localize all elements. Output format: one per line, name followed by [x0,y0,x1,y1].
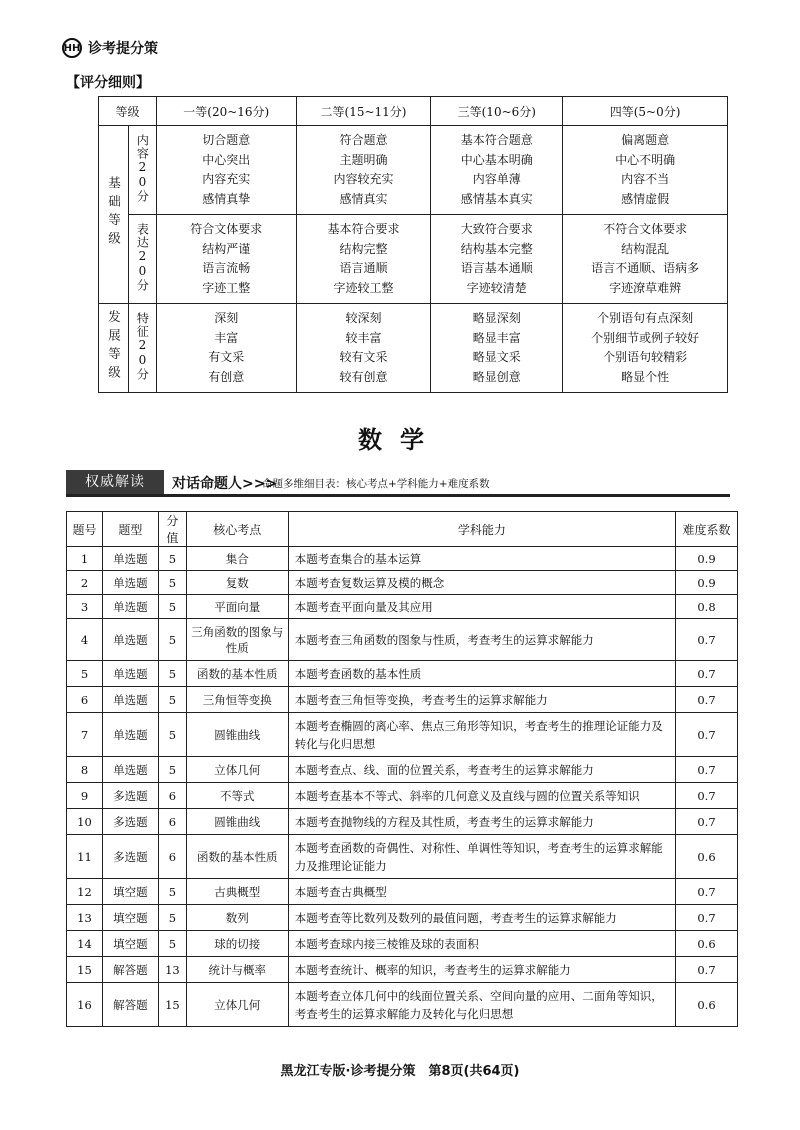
rubric-cell-line: 有文采 [208,350,245,364]
ability-description: 本题考查三角恒等变换，考查考生的运算求解能力 [288,687,675,713]
col-header: 核心考点 [186,512,288,547]
question-number: 11 [67,835,103,879]
core-topic: 数列 [186,905,288,931]
question-number: 10 [67,809,103,835]
rubric-group-basic [99,126,129,304]
rubric-cell-line: 不符合文体要求 [603,222,688,236]
banner-title: 对话命题人>>> [172,476,278,492]
rubric-row [99,304,728,393]
question-type: 解答题 [102,957,158,983]
ability-description: 本题考查椭圆的离心率、焦点三角形等知识，考查考生的推理论证能力及转化与化归思想 [288,713,675,757]
question-type: 填空题 [102,905,158,931]
rubric-corner: 等级 [99,97,157,126]
question-type: 填空题 [102,879,158,905]
question-type: 单选题 [102,547,158,571]
question-number: 6 [67,687,103,713]
question-score: 5 [158,879,186,905]
rubric-cell [296,126,431,215]
rubric-group-development [99,304,129,393]
question-type: 解答题 [102,983,158,1027]
question-number: 4 [67,619,103,661]
question-type: 多选题 [102,783,158,809]
rubric-cell-line: 内容充实 [202,172,251,186]
rubric-heading: 【评分细则】 [66,75,150,91]
ability-description: 本题考查统计、概率的知识，考查考生的运算求解能力 [288,957,675,983]
rubric-cell-line: 结构混乱 [621,241,670,256]
ability-description: 本题考查古典概型 [288,879,675,905]
rubric-cell-line: 丰富 [214,330,239,345]
question-type: 多选题 [102,809,158,835]
difficulty-coefficient: 0.7 [676,879,738,905]
table-row [67,619,738,661]
question-number: 9 [67,783,103,809]
question-number: 15 [67,957,103,983]
rubric-row [99,215,728,304]
ability-description: 本题考查立体几何中的线面位置关系、空间向量的应用、二面角等知识，考查考生的运算求解能力及转化与化归思想 [288,983,675,1027]
col-header: 分值 [158,512,186,547]
rubric-cell [296,304,431,393]
question-type: 单选题 [102,661,158,687]
rubric-cell-line: 感情基本真实 [460,191,533,206]
difficulty-coefficient: 0.7 [676,661,738,687]
rubric-cell-line: 有创意 [208,369,245,384]
rubric-cell-line: 中心基本明确 [460,152,533,167]
col-header: 学科能力 [288,512,675,547]
ability-description: 本题考查函数的基本性质 [288,661,675,687]
core-topic: 球的切接 [186,931,288,957]
logo-text: 诊考提分策 [88,41,158,57]
rubric-cell [156,215,296,304]
table-row [67,809,738,835]
core-topic: 统计与概率 [186,957,288,983]
difficulty-coefficient: 0.9 [676,571,738,595]
question-number: 8 [67,757,103,783]
rubric-cell-line: 结构完整 [339,241,388,256]
rubric-cell-line: 语言基本通顺 [460,261,533,275]
rubric-cell-line: 内容较充实 [333,172,394,186]
rubric-row [99,126,728,215]
rubric-cell [431,126,563,215]
question-type: 多选题 [102,835,158,879]
question-score: 5 [158,757,186,783]
difficulty-coefficient: 0.7 [676,757,738,783]
rubric-cell-line: 语言通顺 [339,261,388,275]
question-type: 单选题 [102,619,158,661]
rubric-col-header: 二等(15~11分) [296,97,431,126]
ability-description: 本题考查等比数列及数列的最值问题，考查考生的运算求解能力 [288,905,675,931]
difficulty-coefficient: 0.7 [676,619,738,661]
question-score: 6 [158,783,186,809]
rubric-cell-line: 感情虚假 [621,191,670,206]
question-number: 3 [67,595,103,619]
banner-tag: 权威解读 [66,470,164,494]
table-header-row [67,512,738,547]
core-topic: 集合 [186,547,288,571]
core-topic: 函数的基本性质 [186,835,288,879]
ability-description: 本题考查三角函数的图象与性质，考查考生的运算求解能力 [288,619,675,661]
question-score: 5 [158,931,186,957]
rubric-criterion [128,126,156,215]
rubric-cell-line: 个别语句较精彩 [603,350,688,364]
rubric-cell-line: 略显创意 [472,369,521,384]
table-row [67,547,738,571]
question-number: 2 [67,571,103,595]
rubric-cell [563,126,728,215]
core-topic: 圆锥曲线 [186,809,288,835]
table-row [67,783,738,809]
rubric-cell-line: 个别细节或例子较好 [591,330,700,345]
rubric-criterion-label: 特征20分 [135,312,150,381]
rubric-group-label: 发展等级 [106,309,122,384]
table-row [67,905,738,931]
difficulty-coefficient: 0.7 [676,905,738,931]
rubric-criterion [128,304,156,393]
question-type: 单选题 [102,595,158,619]
subject-title: 数学 [358,426,442,454]
rubric-cell [431,215,563,304]
question-number: 14 [67,931,103,957]
question-score: 5 [158,547,186,571]
rubric-cell [156,126,296,215]
question-number: 12 [67,879,103,905]
core-topic: 圆锥曲线 [186,713,288,757]
ability-description: 本题考查基本不等式、斜率的几何意义及直线与圆的位置关系等知识 [288,783,675,809]
question-type: 单选题 [102,713,158,757]
rubric-cell-line: 结构严谨 [202,241,251,256]
ability-description: 本题考查函数的奇偶性、对称性、单调性等知识，考查考生的运算求解能力及推理论证能力 [288,835,675,879]
rubric-cell-line: 基本符合要求 [327,222,400,236]
difficulty-coefficient: 0.7 [676,687,738,713]
core-topic: 函数的基本性质 [186,661,288,687]
rubric-cell-line: 略显深刻 [472,311,521,325]
rubric-cell [296,215,431,304]
difficulty-coefficient: 0.7 [676,957,738,983]
table-row [67,687,738,713]
question-number: 5 [67,661,103,687]
rubric-cell-line: 内容单薄 [472,172,521,186]
rubric-cell-line: 字迹潦草难辨 [609,280,682,295]
rubric-group-label: 基础等级 [106,176,122,250]
rubric-cell-line: 符合文体要求 [190,222,263,236]
ability-description: 本题考查抛物线的方程及其性质，考查考生的运算求解能力 [288,809,675,835]
rubric-cell-line: 中心突出 [202,152,251,167]
table-row [67,713,738,757]
question-score: 5 [158,595,186,619]
rubric-cell-line: 内容不当 [621,172,670,186]
publisher-logo [62,38,158,58]
rubric-cell-line: 感情真挚 [202,191,251,206]
table-row [67,757,738,783]
rubric-cell [156,304,296,393]
rubric-cell-line: 符合题意 [339,133,388,147]
ability-description: 本题考查平面向量及其应用 [288,595,675,619]
difficulty-coefficient: 0.8 [676,595,738,619]
difficulty-coefficient: 0.6 [676,983,738,1027]
question-type: 单选题 [102,757,158,783]
rubric-col-header: 三等(10~6分) [431,97,563,126]
ability-description: 本题考查集合的基本运算 [288,547,675,571]
rubric-cell [563,304,728,393]
question-score: 5 [158,619,186,661]
table-row [67,571,738,595]
question-score: 13 [158,957,186,983]
table-row [67,595,738,619]
rubric-cell-line: 语言流畅 [202,261,251,275]
table-row [67,957,738,983]
rubric-cell-line: 中心不明确 [615,152,676,167]
rubric-cell-line: 感情真实 [339,191,388,206]
table-row [67,661,738,687]
rubric-col-header: 四等(5~0分) [563,97,728,126]
question-score: 5 [158,571,186,595]
rubric-cell-line: 基本符合题意 [460,133,533,147]
core-topic: 立体几何 [186,757,288,783]
rubric-criterion [128,215,156,304]
rubric-cell-line: 较有创意 [339,369,388,384]
question-score: 5 [158,687,186,713]
rubric-cell-line: 较有文采 [339,350,388,364]
core-topic: 立体几何 [186,983,288,1027]
rubric-cell-line: 字迹较清楚 [466,280,527,295]
rubric-cell-line: 大致符合要求 [460,222,533,236]
col-header: 题号 [67,512,103,547]
difficulty-coefficient: 0.7 [676,713,738,757]
question-number: 1 [67,547,103,571]
rubric-cell-line: 结构基本完整 [460,241,533,256]
rubric-cell-line: 深刻 [214,311,239,325]
rubric-cell-line: 略显丰富 [472,330,521,345]
question-type: 单选题 [102,687,158,713]
rubric-cell [431,304,563,393]
rubric-table [98,96,728,393]
rubric-col-header: 一等(20~16分) [156,97,296,126]
question-score: 6 [158,809,186,835]
core-topic: 三角函数的图象与性质 [186,619,288,661]
rubric-cell-line: 字迹较工整 [333,280,394,295]
table-row [67,931,738,957]
question-number: 13 [67,905,103,931]
core-topic: 古典概型 [186,879,288,905]
rubric-cell-line: 字迹工整 [202,280,251,295]
rubric-cell-line: 略显文采 [472,350,521,364]
ability-description: 本题考查球内接三棱锥及球的表面积 [288,931,675,957]
core-topic: 复数 [186,571,288,595]
difficulty-coefficient: 0.9 [676,547,738,571]
question-number: 16 [67,983,103,1027]
rubric-cell-line: 偏离题意 [621,133,670,147]
question-score: 5 [158,661,186,687]
question-score: 5 [158,713,186,757]
banner-subtitle: 命题多维细目表：核心考点+学科能力+难度系数 [262,478,490,490]
ability-description: 本题考查复数运算及模的概念 [288,571,675,595]
ability-description: 本题考查点、线、面的位置关系，考查考生的运算求解能力 [288,757,675,783]
table-row [67,835,738,879]
question-number: 7 [67,713,103,757]
section-banner [66,470,730,497]
core-topic: 平面向量 [186,595,288,619]
exam-analysis-table [66,511,738,1027]
table-row [67,879,738,905]
rubric-criterion-label: 表达20分 [135,223,150,292]
question-type: 单选题 [102,571,158,595]
rubric-cell-line: 较深刻 [345,311,382,325]
rubric-cell-line: 切合题意 [202,133,251,147]
rubric-header-row [99,97,728,126]
question-score: 6 [158,835,186,879]
table-row [67,983,738,1027]
col-header: 题型 [102,512,158,547]
question-score: 5 [158,905,186,931]
rubric-cell-line: 略显个性 [621,369,670,384]
rubric-criterion-label: 内容20分 [135,134,150,203]
rubric-cell [563,215,728,304]
difficulty-coefficient: 0.7 [676,809,738,835]
rubric-cell-line: 语言不通顺、语病多 [591,261,700,275]
rubric-cell-line: 个别语句有点深刻 [597,311,694,325]
rubric-cell-line: 主题明确 [339,152,388,167]
col-header: 难度系数 [676,512,738,547]
rubric-cell-line: 较丰富 [345,330,382,345]
core-topic: 三角恒等变换 [186,687,288,713]
logo-mark-icon: HH [62,38,82,58]
core-topic: 不等式 [186,783,288,809]
difficulty-coefficient: 0.7 [676,783,738,809]
question-score: 15 [158,983,186,1027]
page-footer: 黑龙江专版·诊考提分策 第8页(共64页) [280,1064,520,1079]
question-type: 填空题 [102,931,158,957]
difficulty-coefficient: 0.6 [676,931,738,957]
difficulty-coefficient: 0.6 [676,835,738,879]
